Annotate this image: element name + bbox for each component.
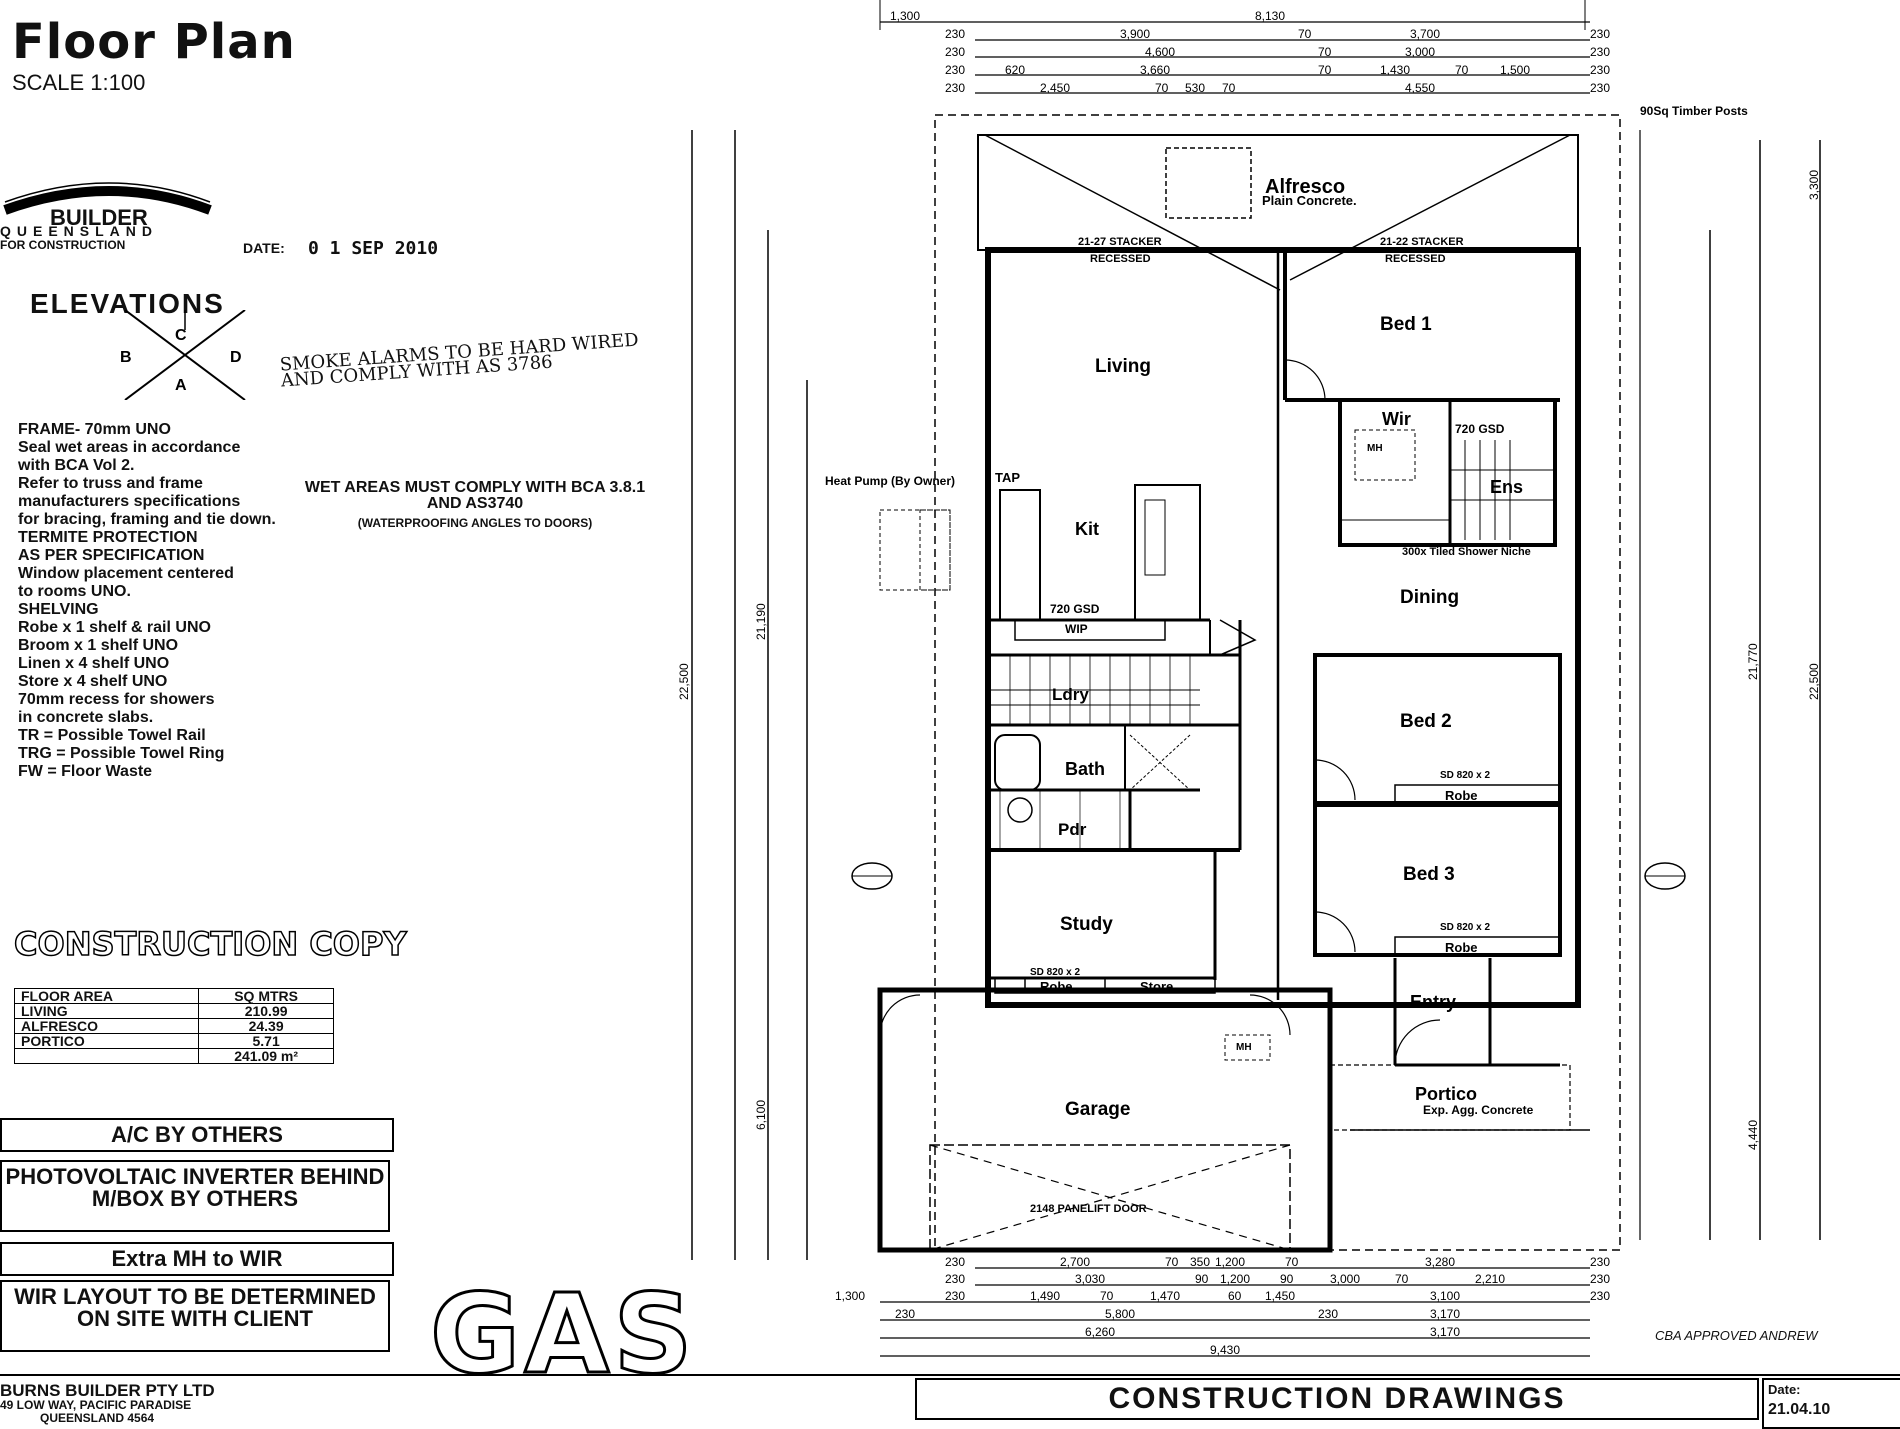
svg-text:70: 70 xyxy=(1298,27,1312,41)
gsd-label: 720 GSD xyxy=(1050,602,1100,616)
robe-door-label: SD 820 x 2 xyxy=(1440,770,1491,781)
room-garage: Garage xyxy=(1065,1099,1131,1120)
note-line: for bracing, framing and tie down. xyxy=(18,511,276,528)
svg-text:70: 70 xyxy=(1395,1272,1409,1286)
room-robe: Robe xyxy=(1040,979,1073,994)
wir-layout-note: WIR LAYOUT TO BE DETERMINED ON SITE WITH CLIENT xyxy=(0,1280,390,1352)
svg-text:230: 230 xyxy=(945,27,966,41)
svg-text:2,450: 2,450 xyxy=(1040,81,1071,95)
extra-mh-note: Extra MH to WIR xyxy=(0,1242,394,1276)
svg-text:70: 70 xyxy=(1285,1255,1299,1269)
room-bed3: Bed 3 xyxy=(1403,864,1455,885)
room-ldry: Ldry xyxy=(1052,685,1089,704)
svg-text:1,470: 1,470 xyxy=(1150,1289,1181,1303)
svg-text:3,030: 3,030 xyxy=(1075,1272,1106,1286)
room-alfresco: Alfresco xyxy=(1265,176,1346,198)
note-line: Linen x 4 shelf UNO xyxy=(18,655,170,672)
note-line: Window placement centered xyxy=(18,565,234,582)
room-kit: Kit xyxy=(1075,519,1099,539)
room-ens: Ens xyxy=(1490,477,1524,497)
note-line: SHELVING xyxy=(18,601,99,618)
svg-text:D: D xyxy=(230,349,242,366)
company-name: BURNS BUILDER PTY LTD xyxy=(0,1381,215,1400)
note-line: FRAME- 70mm UNO xyxy=(18,421,171,438)
note-line: to rooms UNO. xyxy=(18,583,131,600)
svg-text:350: 350 xyxy=(1190,1255,1211,1269)
elevations-heading: ELEVATIONS xyxy=(30,288,225,319)
note-line: TERMITE PROTECTION xyxy=(18,529,198,546)
svg-text:230: 230 xyxy=(945,1255,966,1269)
svg-text:21,770: 21,770 xyxy=(1746,643,1760,680)
room-portico-sub: Exp. Agg. Concrete xyxy=(1423,1103,1534,1117)
company-address: QUEENSLAND 4564 xyxy=(40,1411,155,1425)
svg-text:230: 230 xyxy=(1590,1255,1611,1269)
room-pdr: Pdr xyxy=(1058,820,1087,839)
svg-text:70: 70 xyxy=(1318,63,1332,77)
svg-text:70: 70 xyxy=(1455,63,1469,77)
robe-door-label: SD 820 x 2 xyxy=(1030,967,1081,978)
room-study: Study xyxy=(1060,914,1113,935)
table-row: ALFRESCO 24.39 xyxy=(15,1019,334,1034)
svg-text:230: 230 xyxy=(1590,81,1611,95)
svg-text:90: 90 xyxy=(1195,1272,1209,1286)
svg-text:70: 70 xyxy=(1100,1289,1114,1303)
svg-text:3,700: 3,700 xyxy=(1410,27,1441,41)
svg-text:8,130: 8,130 xyxy=(1255,9,1286,23)
room-store: Store xyxy=(1140,979,1174,994)
note-line: manufacturers specifications xyxy=(18,493,241,510)
svg-text:230: 230 xyxy=(1318,1307,1339,1321)
room-entry: Entry xyxy=(1410,992,1457,1012)
svg-text:1,490: 1,490 xyxy=(1030,1289,1061,1303)
svg-text:230: 230 xyxy=(945,1272,966,1286)
svg-text:230: 230 xyxy=(1590,27,1611,41)
svg-text:230: 230 xyxy=(895,1307,916,1321)
svg-text:21,190: 21,190 xyxy=(754,603,768,640)
svg-text:70: 70 xyxy=(1165,1255,1179,1269)
svg-text:1,450: 1,450 xyxy=(1265,1289,1296,1303)
stamp-date-label: DATE: xyxy=(243,240,285,256)
svg-text:70: 70 xyxy=(1155,81,1169,95)
room-robe: Robe xyxy=(1445,788,1478,803)
room-bed2: Bed 2 xyxy=(1400,711,1452,732)
room-bath: Bath xyxy=(1065,759,1105,779)
note-line: TR = Possible Towel Rail xyxy=(18,727,206,744)
drawings-heading: CONSTRUCTION DRAWINGS xyxy=(915,1378,1759,1420)
room-portico: Portico xyxy=(1415,1084,1478,1104)
svg-text:A: A xyxy=(175,377,187,394)
svg-text:3,300: 3,300 xyxy=(1807,169,1821,200)
svg-text:3,100: 3,100 xyxy=(1430,1289,1461,1303)
note-line: Seal wet areas in accordance xyxy=(18,439,241,456)
gsd-label: 720 GSD xyxy=(1455,422,1505,436)
svg-text:22,500: 22,500 xyxy=(1807,663,1821,700)
stacker-label: 21-27 STACKER xyxy=(1078,236,1162,248)
svg-text:6,260: 6,260 xyxy=(1085,1325,1116,1339)
tap-label: TAP xyxy=(995,470,1021,485)
stamp-queensland: QUEENSLAND xyxy=(0,223,159,239)
note-line: Store x 4 shelf UNO xyxy=(18,673,168,690)
svg-text:3,280: 3,280 xyxy=(1425,1255,1456,1269)
note-line: FW = Floor Waste xyxy=(18,763,153,780)
room-living: Living xyxy=(1095,356,1151,377)
svg-text:1,200: 1,200 xyxy=(1220,1272,1251,1286)
note-line: in concrete slabs. xyxy=(18,709,154,726)
room-robe: Robe xyxy=(1445,940,1478,955)
svg-text:3,000: 3,000 xyxy=(1405,45,1436,59)
note-line: with BCA Vol 2. xyxy=(18,457,135,474)
svg-text:530: 530 xyxy=(1185,81,1206,95)
svg-text:4,440: 4,440 xyxy=(1746,1119,1760,1150)
svg-text:9,430: 9,430 xyxy=(1210,1343,1241,1357)
svg-text:230: 230 xyxy=(1590,1272,1611,1286)
company-block xyxy=(0,1383,215,1425)
note-line: Robe x 1 shelf & rail UNO xyxy=(18,619,211,636)
svg-text:3,170: 3,170 xyxy=(1430,1325,1461,1339)
room-dining: Dining xyxy=(1400,587,1460,608)
ac-note: A/C BY OTHERS xyxy=(0,1118,394,1152)
table-header: SQ MTRS xyxy=(199,989,334,1004)
svg-text:5,800: 5,800 xyxy=(1105,1307,1136,1321)
recessed-label: RECESSED xyxy=(1385,253,1446,265)
svg-text:B: B xyxy=(120,349,132,366)
note-line: Refer to truss and frame xyxy=(18,475,203,492)
svg-text:1,430: 1,430 xyxy=(1380,63,1411,77)
room-alfresco-sub: Plain Concrete. xyxy=(1262,193,1357,208)
date-box xyxy=(1762,1378,1900,1429)
scale-label: SCALE 1:100 xyxy=(12,70,146,95)
svg-text:230: 230 xyxy=(1590,1289,1611,1303)
svg-text:230: 230 xyxy=(945,45,966,59)
svg-text:3,660: 3,660 xyxy=(1140,63,1171,77)
svg-text:1,300: 1,300 xyxy=(890,9,921,23)
svg-text:22,500: 22,500 xyxy=(677,663,691,700)
note-line: AS PER SPECIFICATION xyxy=(18,547,205,564)
svg-text:230: 230 xyxy=(945,81,966,95)
svg-text:3,900: 3,900 xyxy=(1120,27,1151,41)
shower-niche-label: 300x Tiled Shower Niche xyxy=(1402,546,1531,558)
svg-text:C: C xyxy=(175,327,187,344)
svg-text:230: 230 xyxy=(945,1289,966,1303)
date-label: Date: xyxy=(1768,1382,1801,1397)
svg-text:1,500: 1,500 xyxy=(1500,63,1531,77)
robe-door-label: SD 820 x 2 xyxy=(1440,922,1491,933)
manhole-label: MH xyxy=(1367,443,1383,454)
svg-text:4,550: 4,550 xyxy=(1405,81,1436,95)
wet-area-subnote: (WATERPROOFING ANGLES TO DOORS) xyxy=(357,516,593,530)
manhole-label: MH xyxy=(1236,1042,1252,1053)
svg-text:2,210: 2,210 xyxy=(1475,1272,1506,1286)
svg-text:70: 70 xyxy=(1222,81,1236,95)
svg-text:90: 90 xyxy=(1280,1272,1294,1286)
date-value: 21.04.10 xyxy=(1768,1401,1831,1418)
room-bed1: Bed 1 xyxy=(1380,314,1432,335)
svg-text:230: 230 xyxy=(945,63,966,77)
svg-text:70: 70 xyxy=(1318,45,1332,59)
company-address: 49 LOW WAY, PACIFIC PARADISE xyxy=(0,1398,192,1412)
stacker-label: 21-22 STACKER xyxy=(1380,236,1464,248)
svg-text:1,300: 1,300 xyxy=(835,1289,866,1303)
stamp-builder: BUILDER xyxy=(50,205,148,230)
approved-signature: CBA APPROVED ANDREW xyxy=(1655,1328,1818,1343)
svg-text:230: 230 xyxy=(1590,45,1611,59)
note-line: 70mm recess for showers xyxy=(18,691,215,708)
stamp-date: 0 1 SEP 2010 xyxy=(308,238,439,259)
page-title: Floor Plan xyxy=(12,14,296,70)
smoke-alarm-note: SMOKE ALARMS TO BE HARD WIRED AND COMPLY WITH AS 3786 xyxy=(279,329,640,392)
wet-area-note: WET AREAS MUST COMPLY WITH BCA 3.8.1 AND AS3740 xyxy=(304,479,646,512)
svg-text:1,200: 1,200 xyxy=(1215,1255,1246,1269)
table-row: LIVING 210.99 xyxy=(15,1004,334,1019)
table-row: PORTICO 5.71 xyxy=(15,1034,334,1049)
svg-text:6,100: 6,100 xyxy=(754,1099,768,1130)
recessed-label: RECESSED xyxy=(1090,253,1151,265)
table-header: FLOOR AREA xyxy=(15,989,199,1004)
photovoltaic-note: PHOTOVOLTAIC INVERTER BEHIND M/BOX BY OTHERS xyxy=(0,1160,390,1232)
room-wir: Wir xyxy=(1382,409,1411,429)
svg-text:2,700: 2,700 xyxy=(1060,1255,1091,1269)
room-wip: WIP xyxy=(1065,622,1088,636)
svg-text:620: 620 xyxy=(1005,63,1026,77)
table-row: 241.09 m² xyxy=(15,1049,334,1064)
construction-copy-label: CONSTRUCTION COPY xyxy=(14,925,407,963)
stamp-for-construction: FOR CONSTRUCTION xyxy=(0,238,126,252)
gas-label: GAS xyxy=(430,1270,697,1398)
note-line: TRG = Possible Towel Ring xyxy=(18,745,225,762)
heat-pump-label: Heat Pump (By Owner) xyxy=(825,474,956,488)
svg-text:4,600: 4,600 xyxy=(1145,45,1176,59)
svg-text:3,000: 3,000 xyxy=(1330,1272,1361,1286)
panelift-door-label: 2148 PANELIFT DOOR xyxy=(1030,1203,1147,1215)
svg-text:3,170: 3,170 xyxy=(1430,1307,1461,1321)
svg-text:230: 230 xyxy=(1590,63,1611,77)
note-line: Broom x 1 shelf UNO xyxy=(18,637,179,654)
svg-text:60: 60 xyxy=(1228,1289,1242,1303)
timber-posts-label: 90Sq Timber Posts xyxy=(1640,104,1748,118)
